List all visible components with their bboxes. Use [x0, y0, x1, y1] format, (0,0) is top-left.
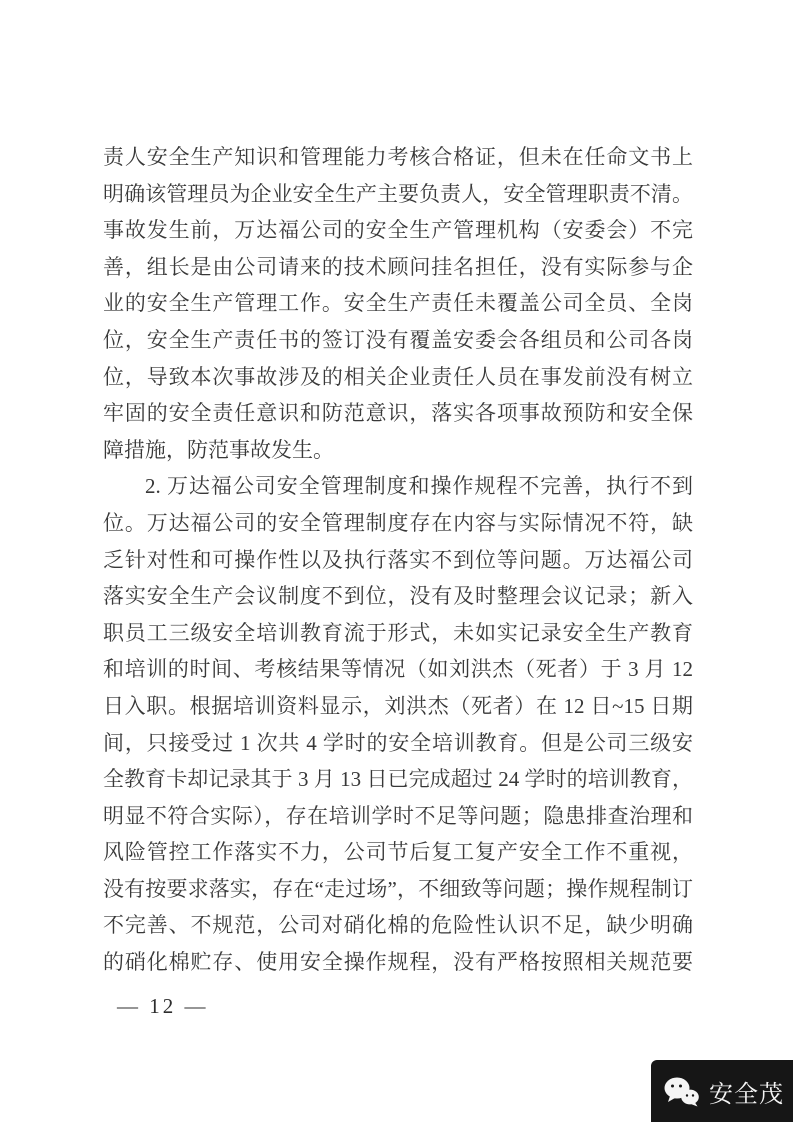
document-line: 牢固的安全责任意识和防范意识，落实各项事故预防和安全保 — [103, 401, 693, 426]
wechat-icon — [663, 1076, 700, 1107]
document-line: 落实安全生产会议制度不到位，没有及时整理会议记录；新入 — [103, 584, 693, 609]
page-number: — 12 — — [117, 994, 209, 1018]
document-line: 善，组长是由公司请来的技术顾问挂名担任，没有实际参与企 — [103, 254, 693, 279]
document-line: 事故发生前，万达福公司的安全生产管理机构（安委会）不完 — [103, 218, 693, 243]
brand-watermark — [651, 1060, 793, 1122]
document-line: 日入职。根据培训资料显示，刘洪杰（死者）在 12 日~15 日期 — [103, 693, 693, 718]
document-line: 位，安全生产责任书的签订没有覆盖安委会各组员和公司各岗 — [103, 327, 693, 352]
document-line: 全教育卡却记录其于 3 月 13 日已完成超过 24 学时的培训教育， — [103, 767, 693, 792]
document-line: 障措施，防范事故发生。 — [103, 437, 334, 462]
document-line: 不完善、不规范，公司对硝化棉的危险性认识不足，缺少明确 — [103, 913, 693, 938]
document-line: 明确该管理员为企业安全生产主要负责人，安全管理职责不清。 — [103, 181, 693, 206]
document-line: 乏针对性和可操作性以及执行落实不到位等问题。万达福公司 — [103, 547, 693, 572]
document-line: 明显不符合实际），存在培训学时不足等问题；隐患排查治理和 — [103, 803, 693, 828]
document-line: 没有按要求落实，存在“走过场”，不细致等问题；操作规程制订 — [103, 876, 693, 901]
document-line: 的硝化棉贮存、使用安全操作规程，没有严格按照相关规范要 — [103, 950, 693, 975]
document-line: 和培训的时间、考核结果等情况（如刘洪杰（死者）于 3 月 12 — [103, 657, 693, 682]
brand-name: 安全茂 — [709, 1080, 784, 1108]
document-line: 间，只接受过 1 次共 4 学时的安全培训教育。但是公司三级安 — [103, 730, 693, 755]
document-line: 业的安全生产管理工作。安全生产责任未覆盖公司全员、全岗 — [103, 291, 693, 316]
document-line: 位。万达福公司的安全管理制度存在内容与实际情况不符，缺 — [103, 510, 693, 535]
document-line: 职员工三级安全培训教育流于形式，未如实记录安全生产教育 — [103, 620, 693, 645]
document-line: 2. 万达福公司安全管理制度和操作规程不完善，执行不到 — [145, 474, 693, 499]
document-line: 责人安全生产知识和管理能力考核合格证，但未在任命文书上 — [103, 145, 693, 169]
document-line: 风险管控工作落实不力，公司节后复工复产安全工作不重视， — [103, 840, 693, 865]
document-line: 位，导致本次事故涉及的相关企业责任人员在事发前没有树立 — [103, 364, 693, 389]
document-body — [103, 139, 693, 981]
